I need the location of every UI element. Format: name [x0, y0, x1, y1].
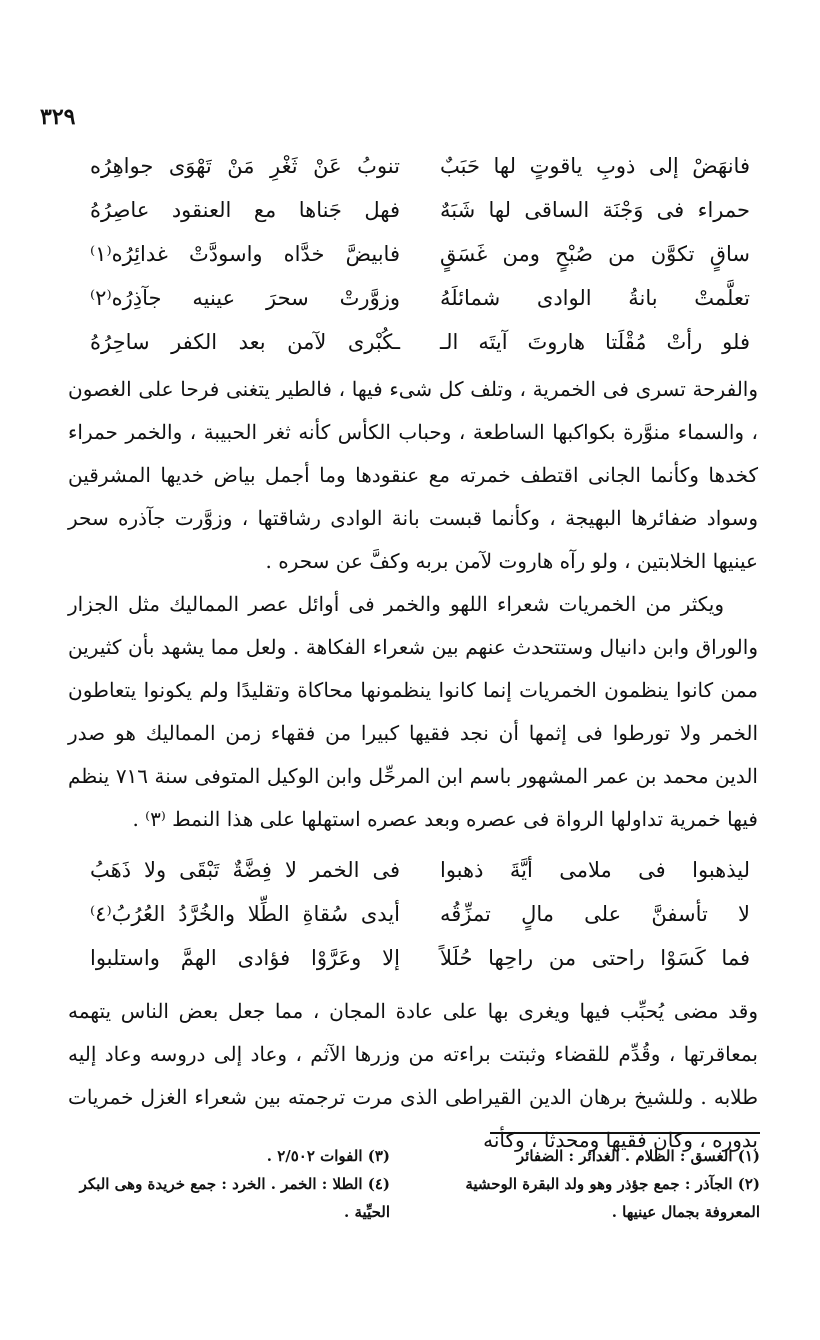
verse [90, 188, 750, 232]
verse [90, 892, 750, 936]
verse-first-hemistich: حمراء فى وَجْنَة الساقى لها شَبَهٌ [440, 198, 750, 222]
poem-block-2 [90, 848, 750, 980]
verse-second-hemistich: وزوَّرتْ سحرَ عينيه جآذِرُه⁽٢⁾ [90, 286, 400, 310]
verse [90, 232, 750, 276]
verse-first-hemistich: فلو رأتْ مُقْلَتا هاروتَ آيتَه الـ [440, 330, 750, 354]
verse-second-hemistich: أيدى سُقاةِ الطِّلا والخُرَّدُ العُرُبُ⁽٤⁾ [90, 902, 400, 926]
footnote: (٣) الفوات ٢/٥٠٢ . [266, 1147, 390, 1165]
verse [90, 848, 750, 892]
verse-second-hemistich: ـكُبْرى لآمن بعد الكفر ساحِرُهُ [90, 330, 400, 354]
page-number: ٣٢٩ [40, 104, 76, 130]
footnotes-right-column [440, 1142, 760, 1226]
verse [90, 144, 750, 188]
verse-first-hemistich: تعلَّمتْ بانةُ الوادى شمائلَهُ [440, 286, 750, 310]
footnotes-left-column [50, 1142, 390, 1226]
verse-second-hemistich: فى الخمر لا فِضَّةٌ تَبْقَى ولا ذَهَبُ [90, 858, 400, 882]
verse-first-hemistich: لا تأسفنَّ على مالٍ تمزِّقُه [440, 902, 750, 926]
verse [90, 320, 750, 364]
prose-block-1 [68, 368, 758, 841]
verse-first-hemistich: ساقٍ تكوَّن من صُبْحٍ ومن غَسَقٍ [440, 242, 750, 266]
verse-second-hemistich: إلا وعَرَّوْا فؤادى الهمَّ واستلبوا [90, 946, 400, 970]
paragraph: والفرحة تسرى فى الخمرية ، وتلف كل شىء فيها ، فالطير يتغنى فرحا على الغصون ، والسماء منوَّرة بكواكبها الساطعة ، وحباب الكأس كأنه ثغر الحبيبة ، والخمر حمراء كخدها وكأنما الجانى اقتطف خمرته مع عنقودها وما أجمل بياض خديها المشرقين وسواد ضفائرها البهيجة ، وكأنما قبست بانة الوادى رشاقتها ، وزوَّرت جآذره سحر عينيها الخلابتين ، ولو رآه هاروت لآمن بربه وكفَّ عن سحره . [68, 377, 758, 573]
footnote: (٤) الطلا : الخمر . الخرد : جمع خريدة وهى البكر الحيِّية . [79, 1175, 390, 1221]
verse-first-hemistich: فما كَسَوْا راحتى من راحِها حُلَلاً [440, 946, 750, 970]
footnote-divider [490, 1132, 760, 1134]
paragraph: ويكثر من الخمريات شعراء اللهو والخمر فى أوائل عصر المماليك مثل الجزار والوراق وابن دانيال وستتحدث عنهم بين شعراء الفكاهة . ولعل مما يشهد بأن كثيرين ممن كانوا ينظمون الخمريات إنما كانوا ينظمونها محاكاة وتقليدًا ولم يكونوا يتعاطون الخمر ولا تورطوا فى إثمها أن نجد فقيها كبيرا من فقهاء زمن المماليك هو صدر الدين محمد بن عمر المشهور باسم ابن المرحِّل وابن الوكيل المتوفى سنة ٧١٦ ينظم فيها خمرية تداولها الرواة فى عصره وبعد عصره استهلها على هذا النمط ⁽٣⁾ . [68, 592, 758, 831]
prose-block-2 [68, 990, 758, 1162]
poem-block-1 [90, 144, 750, 364]
paragraph: وقد مضى يُحبِّب فيها ويغرى بها على عادة المجان ، مما جعل بعض الناس يتهمه بمعاقرتها ، وقُدِّم للقضاء وثبتت براءته من وزرها الآثم ، وعاد إلى دروسه وعاد إليه طلابه . وللشيخ برهان الدين القيراطى الذى مرت ترجمته بين شعراء الغزل خمريات بدوره ، وكان فقيها ومحدثا ، وكأنه [68, 999, 758, 1152]
verse-second-hemistich: تنوبُ عَنْ ثَغْرِ مَنْ تَهْوَى جواهِرُه [90, 154, 400, 178]
verse [90, 936, 750, 980]
verse-first-hemistich: ليذهبوا فى ملامى أيَّةَ ذهبوا [440, 858, 750, 882]
footnote: (١) الغسق : الظلام . الغدائر : الضفائر [516, 1147, 760, 1165]
verse-first-hemistich: فانهَضْ إلى ذوبِ ياقوتٍ لها حَبَبٌ [440, 154, 750, 178]
verse [90, 276, 750, 320]
verse-second-hemistich: فهل جَناها مع العنقود عاصِرُهُ [90, 198, 400, 222]
footnote: (٢) الجآذر : جمع جؤذر وهو ولد البقرة الوحشية المعروفة بجمال عينيها . [465, 1175, 760, 1221]
verse-second-hemistich: فابيضَّ خدَّاه واسودَّتْ غدائِرُه⁽١⁾ [90, 242, 400, 266]
